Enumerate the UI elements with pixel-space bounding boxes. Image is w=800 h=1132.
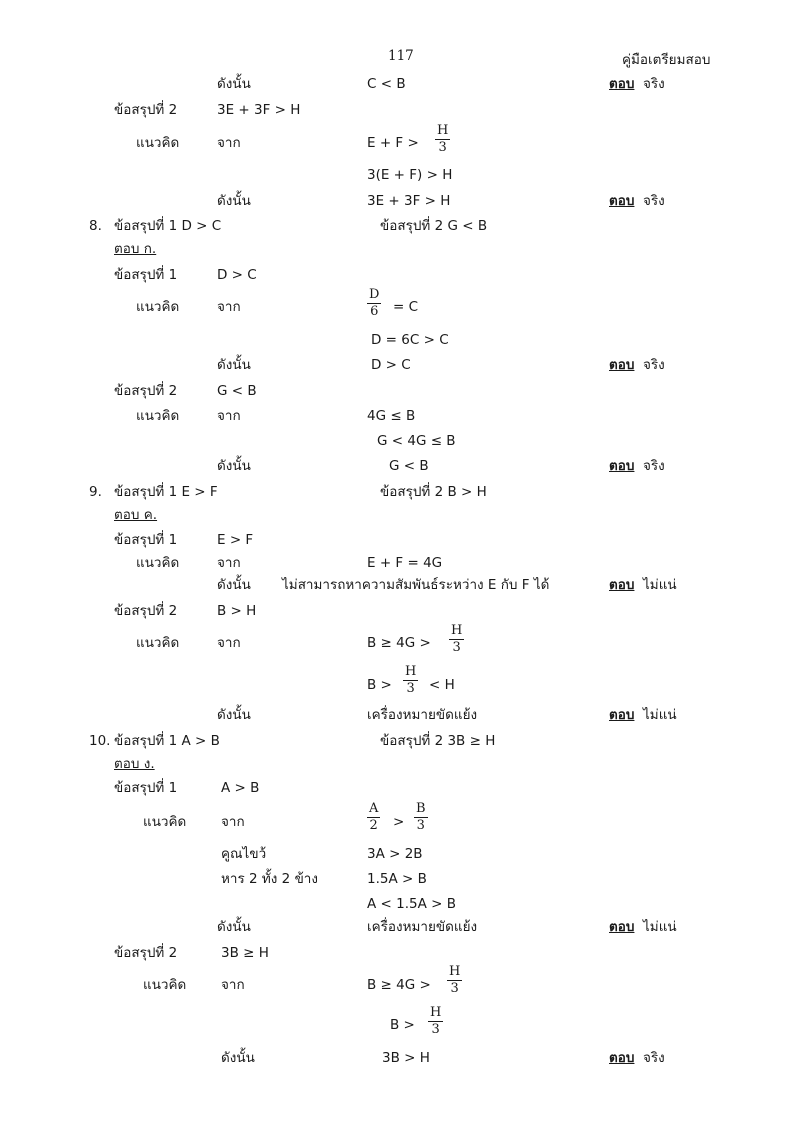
fraction-numerator: H xyxy=(447,965,462,981)
approach-label: แนวคิด xyxy=(136,555,180,571)
question-conclusion-1: ข้อสรุปที่ 1 A > B xyxy=(114,733,220,749)
cross-multiply-label: คูณไขว้ xyxy=(221,846,267,862)
page-number: 117 xyxy=(388,48,414,64)
approach-label: แนวคิด xyxy=(136,408,180,424)
conclusion-expression: A > B xyxy=(221,780,260,796)
fraction-numerator: B xyxy=(414,802,428,818)
therefore-label: ดังนั้น xyxy=(217,577,251,593)
conclusion-expression: G < B xyxy=(217,383,257,399)
step-expression: D = 6C > C xyxy=(371,332,449,348)
fraction-denominator: 2 xyxy=(369,818,378,834)
question-conclusion-2: ข้อสรุปที่ 2 B > H xyxy=(380,484,487,500)
therefore-label: ดังนั้น xyxy=(217,458,251,474)
answer-label: ตอบ xyxy=(609,577,635,593)
fraction-numerator: D xyxy=(367,288,381,304)
conclusion-label: ข้อสรุปที่ 1 xyxy=(114,780,178,796)
fraction xyxy=(447,965,462,997)
question-answer: ตอบ ค. xyxy=(114,507,158,523)
from-label: จาก xyxy=(221,977,245,993)
step-expression: B > xyxy=(367,677,392,693)
fraction xyxy=(449,624,464,656)
conclusion-expression: D > C xyxy=(217,267,257,283)
answer-label: ตอบ xyxy=(609,357,635,373)
answer-label: ตอบ xyxy=(609,76,635,92)
conclusion-label: ข้อสรุปที่ 2 xyxy=(114,603,178,619)
conclusion-expression: 3B ≥ H xyxy=(221,945,269,961)
conclusion-label: ข้อสรุปที่ 2 xyxy=(114,102,178,118)
fraction xyxy=(435,124,450,156)
answer-value: จริง xyxy=(643,458,665,474)
fraction-denominator: 3 xyxy=(438,140,447,156)
result-expression: D > C xyxy=(371,357,411,373)
conclusion-expression: B > H xyxy=(217,603,257,619)
answer-value: ไม่แน่ xyxy=(643,577,677,593)
fraction xyxy=(403,665,418,697)
from-expression: B ≥ 4G > xyxy=(367,977,431,993)
answer-label: ตอบ xyxy=(609,458,635,474)
answer-value: จริง xyxy=(643,193,665,209)
fraction xyxy=(367,288,381,320)
step-expression: 3(E + F) > H xyxy=(367,167,453,183)
question-conclusion-1: ข้อสรุปที่ 1 E > F xyxy=(114,484,218,500)
from-label: จาก xyxy=(217,408,241,424)
question-answer: ตอบ ง. xyxy=(114,756,155,772)
question-number: 10. xyxy=(89,733,111,749)
from-label: จาก xyxy=(217,635,241,651)
therefore-label: ดังนั้น xyxy=(221,1050,255,1066)
fraction-numerator: A xyxy=(367,802,380,818)
question-answer: ตอบ ก. xyxy=(114,241,157,257)
from-expression: E + F > xyxy=(367,135,419,151)
question-conclusion-1: ข้อสรุปที่ 1 D > C xyxy=(114,218,222,234)
answer-label: ตอบ xyxy=(609,1050,635,1066)
from-expression: B ≥ 4G > xyxy=(367,635,431,651)
answer-value: จริง xyxy=(643,357,665,373)
answer-label: ตอบ xyxy=(609,919,635,935)
book-title: คู่มือเตรียมสอบ xyxy=(622,52,711,68)
answer-value: จริง xyxy=(643,76,665,92)
step-expression: 1.5A > B xyxy=(367,871,427,887)
fraction-numerator: H xyxy=(449,624,464,640)
approach-label: แนวคิด xyxy=(136,635,180,651)
result-expression: 3B > H xyxy=(382,1050,430,1066)
approach-label: แนวคิด xyxy=(136,299,180,315)
fraction-numerator: H xyxy=(428,1006,443,1022)
therefore-label: ดังนั้น xyxy=(217,193,251,209)
question-number: 8. xyxy=(89,218,102,234)
divide-label: หาร 2 ทั้ง 2 ข้าง xyxy=(221,871,318,887)
approach-label: แนวคิด xyxy=(143,977,187,993)
conclusion-label: ข้อสรุปที่ 1 xyxy=(114,532,178,548)
from-expression: E + F = 4G xyxy=(367,555,443,571)
result-expression: C < B xyxy=(367,76,406,92)
answer-label: ตอบ xyxy=(609,193,635,209)
therefore-label: ดังนั้น xyxy=(217,357,251,373)
fraction-denominator: 3 xyxy=(416,818,425,834)
result-expression: G < B xyxy=(389,458,429,474)
conclusion-label: ข้อสรุปที่ 2 xyxy=(114,945,178,961)
conclusion-label: ข้อสรุปที่ 1 xyxy=(114,267,178,283)
answer-label: ตอบ xyxy=(609,707,635,723)
conclusion-expression: 3E + 3F > H xyxy=(217,102,301,118)
therefore-label: ดังนั้น xyxy=(217,707,251,723)
fraction-denominator: 6 xyxy=(370,304,379,320)
comparison-sign: > xyxy=(393,814,405,830)
fraction xyxy=(367,802,380,834)
step-expression: G < 4G ≤ B xyxy=(377,433,456,449)
from-label: จาก xyxy=(217,135,241,151)
answer-value: จริง xyxy=(643,1050,665,1066)
approach-label: แนวคิด xyxy=(143,814,187,830)
conclusion-expression: E > F xyxy=(217,532,254,548)
fraction-denominator: 3 xyxy=(450,981,459,997)
fraction-numerator: H xyxy=(435,124,450,140)
explanation-text: เครื่องหมายขัดแย้ง xyxy=(367,707,478,723)
fraction-denominator: 3 xyxy=(406,681,415,697)
therefore-label: ดังนั้น xyxy=(217,76,251,92)
fraction-denominator: 3 xyxy=(431,1022,440,1038)
from-label: จาก xyxy=(217,299,241,315)
explanation-text: ไม่สามารถหาความสัมพันธ์ระหว่าง E กับ F ได้ xyxy=(282,577,550,593)
approach-label: แนวคิด xyxy=(136,135,180,151)
answer-value: ไม่แน่ xyxy=(643,707,677,723)
question-conclusion-2: ข้อสรุปที่ 2 3B ≥ H xyxy=(380,733,496,749)
question-number: 9. xyxy=(89,484,102,500)
answer-value: ไม่แน่ xyxy=(643,919,677,935)
from-label: จาก xyxy=(217,555,241,571)
step-expression: < H xyxy=(429,677,455,693)
from-expression: = C xyxy=(393,299,419,315)
question-conclusion-2: ข้อสรุปที่ 2 G < B xyxy=(380,218,488,234)
result-expression: 3E + 3F > H xyxy=(367,193,451,209)
fraction-numerator: H xyxy=(403,665,418,681)
fraction-denominator: 3 xyxy=(452,640,461,656)
therefore-label: ดังนั้น xyxy=(217,919,251,935)
step-expression: 3A > 2B xyxy=(367,846,423,862)
step-expression: A < 1.5A > B xyxy=(367,896,456,912)
fraction xyxy=(414,802,428,834)
explanation-text: เครื่องหมายขัดแย้ง xyxy=(367,919,478,935)
from-expression: 4G ≤ B xyxy=(367,408,416,424)
step-expression: B > xyxy=(390,1017,415,1033)
fraction xyxy=(428,1006,443,1038)
from-label: จาก xyxy=(221,814,245,830)
conclusion-label: ข้อสรุปที่ 2 xyxy=(114,383,178,399)
